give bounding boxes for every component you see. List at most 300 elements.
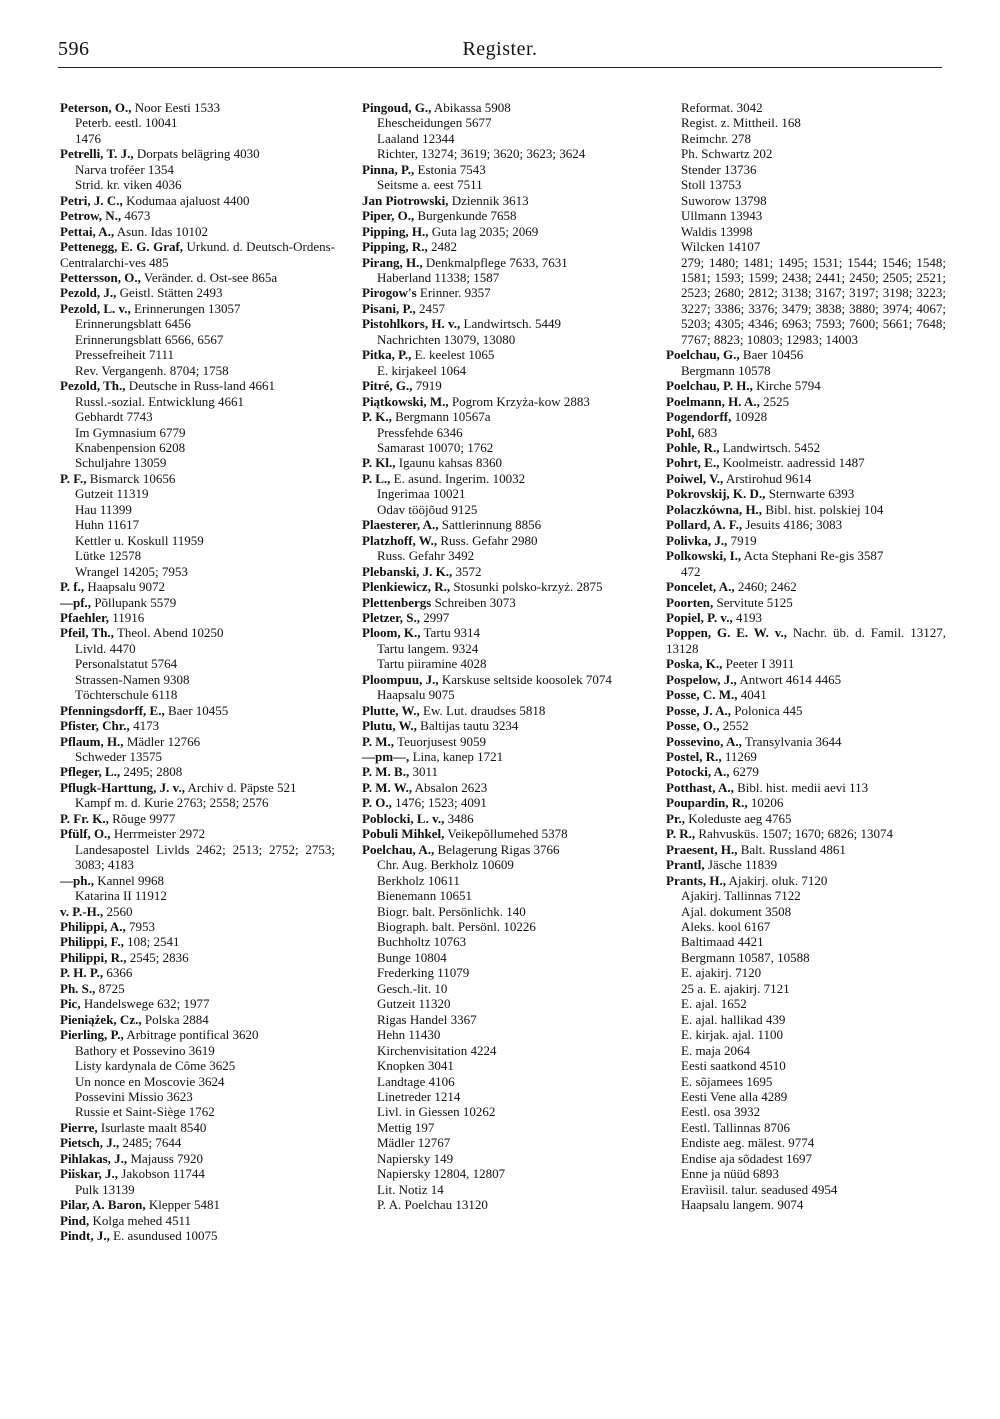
index-entry (60, 703, 335, 718)
index-entry (362, 672, 642, 687)
index-entry (666, 780, 946, 795)
index-entry (666, 873, 946, 888)
entry-references: 108; 2541 (123, 934, 180, 950)
entry-heading: P. R., (666, 826, 696, 842)
entry-heading: P. O., (362, 795, 392, 811)
entry-references: Kodumaa ajaluost 4400 (122, 192, 250, 208)
index-entry (666, 687, 946, 702)
entry-references: 2552 (719, 718, 749, 734)
entry-references: Põllupank 5579 (91, 594, 177, 610)
entry-heading: Pietsch, J., (60, 1135, 120, 1151)
entry-references: Guta lag 2035; 2069 (428, 223, 539, 239)
index-entry (362, 301, 642, 316)
entry-references: 2525 (759, 393, 790, 409)
entry-heading: v. P.-H., (60, 903, 104, 919)
index-subentry: Biograph. balt. Persönl. 10226 (377, 919, 536, 935)
entry-heading: Pospelow, J., (666, 671, 737, 687)
entry-heading: P. F., (60, 470, 87, 486)
index-entry (60, 1197, 335, 1212)
index-entry (60, 811, 335, 826)
index-subentry: Huhn 11617 (75, 517, 140, 533)
entry-heading: Philippi, R., (60, 949, 127, 965)
entry-heading: Ph. S., (60, 980, 96, 996)
entry-heading: Poska, K., (666, 656, 723, 672)
entry-references: Veränder. d. Ost-see 865a (140, 269, 278, 285)
index-subentry: Knopken 3041 (377, 1058, 454, 1074)
index-subentry: Strassen-Namen 9308 (75, 671, 190, 687)
index-entry (60, 950, 335, 965)
entry-heading: Posse, J. A., (666, 702, 731, 718)
entry-heading: Popiel, P. v., (666, 609, 733, 625)
entry-heading: Pindt, J., (60, 1228, 110, 1244)
index-subentry: Richter, 13274; 3619; 3620; 3623; 3624 (377, 146, 586, 162)
index-subentry: Lütke 12578 (75, 548, 142, 564)
entry-references: Transylvania 3644 (741, 733, 842, 749)
index-subentry: Knabenpension 6208 (75, 439, 186, 455)
entry-heading: Plutu, W., (362, 718, 417, 734)
index-entry (362, 780, 642, 795)
entry-heading: Platzhoff, W., (362, 532, 438, 548)
index-subentry: Laaland 12344 (377, 130, 455, 146)
index-entry (362, 625, 642, 640)
entry-heading: P. L., (362, 470, 391, 486)
index-subentry: Endiste aeg. mälest. 9774 (681, 1135, 815, 1151)
index-entry (666, 378, 946, 393)
entry-heading: Pettai, A., (60, 223, 115, 239)
index-subentry: Samarast 10070; 1762 (377, 439, 494, 455)
index-subentry: P. A. Poelchau 13120 (377, 1197, 488, 1213)
entry-heading: Pilar, A. Baron, (60, 1197, 146, 1213)
entry-references: Sattlerinnung 8856 (438, 517, 542, 533)
index-subentry: 1476 (75, 130, 101, 146)
entry-heading: Pettersson, O., (60, 269, 141, 285)
index-subentry: Rigas Handel 3367 (377, 1011, 477, 1027)
index-subentry: Buchholtz 10763 (377, 934, 467, 950)
entry-references: 10928 (731, 409, 768, 425)
index-subentry: Gutzeit 11319 (75, 486, 149, 502)
entry-references: Archiv d. Päpste 521 (184, 779, 297, 795)
index-entry (60, 610, 335, 625)
entry-references: 4041 (737, 687, 767, 703)
entry-heading: Pic, (60, 996, 81, 1012)
entry-references: Bismarck 10656 (86, 470, 176, 486)
entry-heading: Pfenningsdorff, E., (60, 702, 165, 718)
entry-heading: Pisani, P., (362, 300, 416, 316)
index-entry (60, 1012, 335, 1027)
entry-heading: Pinna, P., (362, 161, 415, 177)
index-entry (362, 394, 642, 409)
entry-references: Polska 2884 (141, 1011, 209, 1027)
index-entry (60, 270, 335, 285)
entry-heading: Pletzer, S., (362, 609, 420, 625)
index-entry (666, 764, 946, 779)
index-subentry: Seitsme a. eest 7511 (377, 177, 483, 193)
index-subentry: Bergmann 10578 (681, 362, 771, 378)
index-entry (666, 502, 946, 517)
entry-references: 2997 (420, 609, 450, 625)
index-entry (60, 1166, 335, 1181)
entry-references: Bergmann 10567a (391, 409, 491, 425)
index-entry (362, 826, 642, 841)
page-title: Register. (462, 38, 538, 60)
entry-heading: Poelmann, H. A., (666, 393, 760, 409)
index-subentry: Bathory et Possevino 3619 (75, 1042, 215, 1058)
index-entry (362, 471, 642, 486)
entry-references: Koolmeistr. aadressid 1487 (719, 455, 865, 471)
entry-heading: P. f., (60, 579, 85, 595)
index-entry (60, 579, 335, 594)
index-subentry: Eesti Vene alla 4289 (681, 1089, 788, 1104)
entry-references: Klepper 5481 (145, 1197, 220, 1213)
entry-references: 10206 (747, 795, 784, 811)
entry-references: 8725 (95, 980, 125, 996)
entry-heading: P. M., (362, 733, 395, 749)
entry-references: 7919 (412, 378, 442, 394)
index-subentry: Listy kardynala de Côme 3625 (75, 1058, 236, 1074)
index-entry (362, 347, 642, 362)
index-entry (666, 440, 946, 455)
index-entry (362, 842, 642, 857)
index-entry (60, 1120, 335, 1135)
index-subentry: Pressefreiheit 7111 (75, 347, 175, 363)
entry-references: 2495; 2808 (120, 764, 183, 780)
entry-references: Nachr. üb. d. Famil. 13127, 13128 (666, 625, 946, 656)
index-subentry: Eravìisil. talur. seadused 4954 (681, 1181, 838, 1197)
header-rule (58, 67, 942, 68)
index-entry (362, 811, 642, 826)
index-entry (666, 517, 946, 532)
entry-heading: Pierre, (60, 1119, 98, 1135)
index-subentry: Katarina II 11912 (75, 888, 167, 904)
index-subentry: Nachrichten 13079, 13080 (377, 331, 516, 347)
index-entry (666, 409, 946, 424)
entry-heading: Petrelli, T. J., (60, 146, 134, 162)
entry-references: 7919 (727, 532, 757, 548)
index-entry (666, 749, 946, 764)
entry-heading: Plenkiewicz, R., (362, 579, 451, 595)
index-entry (666, 703, 946, 718)
index-subentry: 25 a. E. ajakirj. 7121 (681, 980, 790, 996)
index-subentry: Ullmann 13943 (681, 208, 763, 224)
entry-heading: P. Fr. K., (60, 810, 109, 826)
index-entry (666, 672, 946, 687)
entry-references: 683 (694, 424, 718, 440)
index-subentry: E. kirjak. ajal. 1100 (681, 1027, 784, 1043)
index-subentry: Enne ja nüüd 6893 (681, 1166, 779, 1182)
index-subentry: Gesch.-lit. 10 (377, 980, 448, 996)
entry-references: Sternwarte 6393 (765, 486, 855, 502)
index-subentry: Lit. Notiz 14 (377, 1181, 444, 1197)
entry-heading: Pihlakas, J., (60, 1150, 128, 1166)
index-entry (666, 610, 946, 625)
entry-heading: Piątkowski, M., (362, 393, 449, 409)
index-entry (666, 486, 946, 501)
entry-references: 3572 (452, 563, 482, 579)
entry-heading: Pobuli Mihkel, (362, 826, 445, 842)
entry-heading: Poblocki, L. v., (362, 810, 445, 826)
entry-references: Erinner. 9357 (416, 285, 491, 301)
index-entry (60, 208, 335, 223)
entry-heading: Pokrovskij, K. D., (666, 486, 766, 502)
index-subentry: E. ajal. hallikad 439 (681, 1011, 786, 1027)
entry-heading: Pohl, (666, 424, 695, 440)
entry-references: Baltijas tautu 3234 (416, 718, 519, 734)
index-entry (60, 981, 335, 996)
entry-references: Dorpats belägring 4030 (133, 146, 260, 162)
entry-heading: —pm—, (362, 749, 410, 765)
entry-references: Igaunu kahsas 8360 (395, 455, 502, 471)
entry-references: E. asund. Ingerim. 10032 (390, 470, 526, 486)
index-entry (60, 625, 335, 640)
index-entry (60, 780, 335, 795)
index-subentry: E. maja 2064 (681, 1042, 750, 1058)
entry-references: Mädler 12766 (123, 733, 201, 749)
index-subentry: Rev. Vergangenh. 8704; 1758 (75, 362, 229, 378)
entry-references: Kirche 5794 (752, 378, 821, 394)
entry-heading: Philippi, F., (60, 934, 124, 950)
index-subentry: Bergmann 10587, 10588 (681, 949, 810, 965)
index-subentry: E. sõjamees 1695 (681, 1073, 773, 1089)
entry-heading: Postel, R., (666, 749, 722, 765)
index-entry (362, 517, 642, 532)
entry-references: Bibl. hist. medii aevi 113 (733, 779, 869, 795)
entry-heading: Pezold, Th., (60, 378, 126, 394)
entry-heading: Polaczkówna, H., (666, 501, 763, 517)
entry-references: Landwirtsch. 5452 (719, 439, 821, 455)
index-subentry: Ehescheidungen 5677 (377, 115, 492, 131)
entry-heading: Pogendorff, (666, 409, 732, 425)
entry-references: Rõuge 9977 (108, 810, 176, 826)
index-subentry: Haapsalu langem. 9074 (681, 1197, 804, 1213)
index-entry (666, 795, 946, 810)
index-column-3 (666, 100, 946, 1213)
index-subentry: Kampf m. d. Kurie 2763; 2558; 2576 (75, 795, 269, 811)
entry-heading: Poiwel, V., (666, 470, 724, 486)
index-entry (60, 100, 335, 115)
entry-heading: Posse, O., (666, 718, 720, 734)
entry-references: Veikepõllumehed 5378 (444, 826, 568, 842)
index-subentry: Eestl. osa 3932 (681, 1104, 761, 1120)
index-entry (362, 208, 642, 223)
index-entry (60, 595, 335, 610)
entry-references: Absalon 2623 (412, 779, 488, 795)
index-subentry: Reformat. 3042 (681, 100, 763, 115)
entry-references: Handelswege 632; 1977 (80, 996, 210, 1012)
entry-references: Majauss 7920 (127, 1150, 204, 1166)
index-subentry: Wrangel 14205; 7953 (75, 563, 188, 579)
index-subentry: Stender 13736 (681, 161, 757, 177)
index-subentry: Strid. kr. viken 4036 (75, 177, 182, 193)
index-entry (666, 394, 946, 409)
index-subentry: Personalstatut 5764 (75, 656, 178, 672)
index-entry (666, 718, 946, 733)
entry-references: Herrmeister 2972 (110, 826, 206, 842)
index-subentry: Berkholz 10611 (377, 872, 460, 888)
index-entry (60, 239, 335, 270)
index-entry (666, 734, 946, 749)
index-entry (60, 224, 335, 239)
index-entry (60, 826, 335, 841)
index-entry (666, 579, 946, 594)
entry-references: 7953 (125, 919, 155, 935)
index-entry (60, 1228, 335, 1243)
entry-heading: Peterson, O., (60, 100, 132, 115)
entry-references: Bibl. hist. polskiej 104 (762, 501, 884, 517)
entry-references: 3486 (444, 810, 474, 826)
index-entry (666, 826, 946, 841)
entry-references: Urkund. d. Deutsch-Ordens-Centralarchi-ves 485 (60, 239, 335, 270)
index-subentry: Endise aja sõdadest 1697 (681, 1150, 813, 1166)
index-subentry: Haberland 11338; 1587 (377, 269, 500, 285)
entry-references: Noor Eesti 1533 (131, 100, 220, 115)
index-subentry: Mettig 197 (377, 1119, 435, 1135)
entry-references: Belagerung Rigas 3766 (434, 841, 560, 857)
entry-references: Rahvusküs. 1507; 1670; 6826; 13074 (695, 826, 894, 842)
index-entry (60, 965, 335, 980)
index-entry (60, 718, 335, 733)
index-subentry: Landtage 4106 (377, 1073, 455, 1089)
index-entry (666, 625, 946, 656)
index-entry (60, 764, 335, 779)
entry-heading: Pipping, R., (362, 239, 428, 255)
entry-references: Denkmalpflege 7633, 7631 (422, 254, 568, 270)
entry-references: Estonia 7543 (414, 161, 486, 177)
index-subentry: Gutzeit 11320 (377, 996, 451, 1012)
entry-heading: Potocki, A., (666, 764, 730, 780)
entry-references: Arstirohud 9614 (723, 470, 812, 486)
entry-references: 2485; 7644 (119, 1135, 182, 1151)
index-subentry: Bienemann 10651 (377, 888, 472, 904)
entry-references: 1476; 1523; 4091 (391, 795, 487, 811)
index-column-1 (60, 100, 335, 1244)
entry-references: Pogrom Krzyża-kow 2883 (448, 393, 590, 409)
entry-references: Landwirtsch. 5449 (460, 316, 561, 332)
entry-heading: Pind, (60, 1212, 90, 1228)
entry-heading: Petri, J. C., (60, 192, 123, 208)
index-entry (362, 239, 642, 254)
index-entry (60, 1027, 335, 1042)
index-entry (362, 255, 642, 270)
index-subentry: Landesapostel Livlds 2462; 2513; 2752; 2753; 3083; 4183 (75, 841, 335, 873)
index-entry (362, 595, 642, 610)
entry-references: 6279 (729, 764, 759, 780)
index-column-2 (362, 100, 642, 1213)
index-entry (60, 1213, 335, 1228)
entry-heading: Pflaum, H., (60, 733, 124, 749)
entry-references: Isurlaste maalt 8540 (97, 1119, 207, 1135)
entry-references: Geistl. Stätten 2493 (116, 285, 223, 301)
entry-heading: Pettenegg, E. G. Graf, (60, 239, 184, 255)
index-subentry: Baltimaad 4421 (681, 934, 764, 950)
index-entry (666, 595, 946, 610)
index-entry (362, 718, 642, 733)
index-subentry: Gebhardt 7743 (75, 409, 153, 425)
index-subentry: Schuljahre 13059 (75, 455, 167, 471)
index-subentry: Tartu langem. 9324 (377, 640, 479, 656)
index-entry (666, 455, 946, 470)
index-subentry: Tartu piiramine 4028 (377, 656, 487, 672)
index-subentry: Napiersky 149 (377, 1150, 454, 1166)
entry-heading: Pfleger, L., (60, 764, 121, 780)
entry-heading: Piper, O., (362, 208, 415, 224)
entry-references: 6366 (103, 965, 133, 981)
index-subentry: Possevini Missio 3623 (75, 1089, 193, 1104)
entry-heading: Poelchau, P. H., (666, 378, 753, 394)
entry-heading: Pohrt, E., (666, 455, 720, 471)
entry-references: Polonica 445 (731, 702, 803, 718)
index-subentry: Livld. 4470 (75, 640, 136, 656)
entry-references: Ajakirj. oluk. 7120 (725, 872, 828, 888)
index-entry (666, 533, 946, 548)
index-entry (362, 193, 642, 208)
index-entry (60, 1151, 335, 1166)
index-subentry: Russ. Gefahr 3492 (377, 548, 475, 564)
entry-references: Antwort 4614 4465 (736, 671, 842, 687)
entry-heading: P. H. P., (60, 965, 104, 981)
index-subentry: Bunge 10804 (377, 949, 447, 965)
index-entry (60, 996, 335, 1011)
entry-heading: Pflugk-Harttung, J. v., (60, 779, 185, 795)
entry-references: Baer 10456 (739, 347, 804, 363)
entry-references: 4173 (129, 718, 160, 734)
entry-heading: Possevino, A., (666, 733, 742, 749)
entry-references: 11269 (721, 749, 757, 765)
entry-references: 11916 (108, 609, 145, 625)
entry-references: Deutsche in Russ-land 4661 (125, 378, 275, 394)
index-entry (666, 842, 946, 857)
index-subentry: Töchterschule 6118 (75, 687, 178, 703)
entry-heading: Potthast, A., (666, 779, 734, 795)
entry-heading: Pirogow's (362, 285, 417, 301)
index-entry (60, 471, 335, 486)
entry-heading: Poppen, G. E. W. v., (666, 625, 788, 641)
index-subentry: Reimchr. 278 (681, 130, 752, 146)
entry-references: 2560 (103, 903, 133, 919)
index-entry (362, 100, 642, 115)
entry-heading: Poelchau, G., (666, 347, 740, 363)
index-subentry: Regist. z. Mittheil. 168 (681, 115, 801, 131)
entry-heading: Pierling, P., (60, 1027, 124, 1043)
index-subentry: Mädler 12767 (377, 1135, 451, 1151)
index-entry (60, 285, 335, 300)
entry-references: Teuorjusest 9059 (394, 733, 487, 749)
entry-heading: Praesent, H., (666, 841, 738, 857)
index-entry (666, 857, 946, 872)
entry-references: 2482 (427, 239, 457, 255)
entry-heading: Pollard, A. F., (666, 517, 743, 533)
index-subentry: Kirchenvisitation 4224 (377, 1042, 497, 1058)
index-subentry: Ingerimaa 10021 (377, 486, 466, 502)
index-subentry: Frederking 11079 (377, 965, 470, 981)
index-subentry: Hehn 11430 (377, 1027, 441, 1043)
entry-references: Dziennik 3613 (448, 192, 529, 208)
entry-heading: Polivka, J., (666, 532, 728, 548)
index-entry (362, 795, 642, 810)
entry-heading: Jan Piotrowski, (362, 192, 449, 208)
index-subentry: Eesti saatkond 4510 (681, 1058, 786, 1074)
index-subentry: Erinnerungsblatt 6566, 6567 (75, 331, 224, 347)
entry-references: Koleduste aeg 4765 (685, 810, 792, 826)
entry-heading: Plutte, W., (362, 702, 420, 718)
index-entry (60, 1135, 335, 1150)
index-subentry: E. kirjakeel 1064 (377, 362, 467, 378)
entry-heading: Pitré, G., (362, 378, 413, 394)
entry-heading: Poncelet, A., (666, 579, 735, 595)
entry-heading: Poorten, (666, 594, 714, 610)
index-entry (666, 811, 946, 826)
index-subentry: 472 (681, 563, 701, 579)
index-entry (362, 564, 642, 579)
